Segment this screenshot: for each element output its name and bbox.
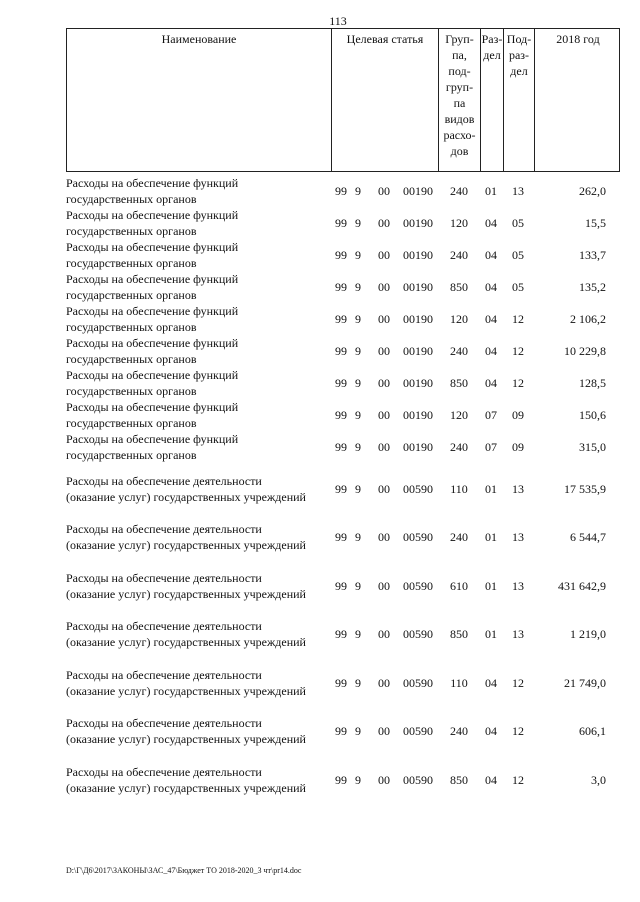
cell-section: 04 bbox=[485, 724, 497, 738]
header-line: под- bbox=[448, 64, 471, 78]
header-line: груп- bbox=[445, 80, 474, 94]
cell-subsection: 13 bbox=[512, 627, 524, 641]
cell-target-direction: 00190 bbox=[403, 280, 433, 294]
cell-amount: 2 106,2 bbox=[570, 312, 606, 326]
cell-target-program: 99 bbox=[335, 530, 347, 544]
cell-amount: 135,2 bbox=[579, 280, 606, 294]
row-name bbox=[66, 303, 334, 335]
cell-amount: 431 642,9 bbox=[558, 579, 606, 593]
cell-target-main-event: 00 bbox=[378, 408, 390, 422]
cell-expense-group: 850 bbox=[450, 773, 468, 787]
header-target-article: Целевая статья bbox=[332, 29, 439, 171]
row-name-line: Расходы на обеспечение функций bbox=[66, 208, 239, 222]
row-name-line: Расходы на обеспечение функций bbox=[66, 368, 239, 382]
row-name-line: Расходы на обеспечение деятельности bbox=[66, 571, 262, 585]
cell-section: 07 bbox=[485, 440, 497, 454]
cell-expense-group: 850 bbox=[450, 627, 468, 641]
row-name-line: государственных органов bbox=[66, 448, 197, 462]
row-name-line: (оказание услуг) государственных учреждений bbox=[66, 635, 306, 649]
row-name bbox=[66, 715, 334, 747]
cell-target-program: 99 bbox=[335, 579, 347, 593]
cell-subsection: 09 bbox=[512, 440, 524, 454]
cell-subsection: 12 bbox=[512, 312, 524, 326]
header-name: Наименование bbox=[67, 29, 332, 171]
row-name bbox=[66, 618, 334, 650]
cell-target-subprogram: 9 bbox=[355, 579, 361, 593]
cell-target-program: 99 bbox=[335, 773, 347, 787]
row-name-line: Расходы на обеспечение деятельности bbox=[66, 668, 262, 682]
cell-target-main-event: 00 bbox=[378, 376, 390, 390]
cell-target-main-event: 00 bbox=[378, 773, 390, 787]
cell-section: 04 bbox=[485, 773, 497, 787]
cell-amount: 315,0 bbox=[579, 440, 606, 454]
cell-target-program: 99 bbox=[335, 482, 347, 496]
cell-section: 04 bbox=[485, 312, 497, 326]
header-line: расхо- bbox=[443, 128, 476, 142]
cell-section: 04 bbox=[485, 676, 497, 690]
cell-target-main-event: 00 bbox=[378, 530, 390, 544]
cell-expense-group: 120 bbox=[450, 312, 468, 326]
row-name-line: Расходы на обеспечение деятельности bbox=[66, 716, 262, 730]
cell-target-program: 99 bbox=[335, 676, 347, 690]
page-number: 113 bbox=[329, 14, 347, 28]
row-name bbox=[66, 271, 334, 303]
cell-expense-group: 850 bbox=[450, 376, 468, 390]
cell-amount: 262,0 bbox=[579, 184, 606, 198]
cell-subsection: 09 bbox=[512, 408, 524, 422]
cell-target-subprogram: 9 bbox=[355, 344, 361, 358]
cell-section: 01 bbox=[485, 579, 497, 593]
cell-target-program: 99 bbox=[335, 440, 347, 454]
row-name bbox=[66, 667, 334, 699]
cell-subsection: 12 bbox=[512, 724, 524, 738]
row-name-line: Расходы на обеспечение функций bbox=[66, 304, 239, 318]
cell-section: 01 bbox=[485, 482, 497, 496]
cell-section: 01 bbox=[485, 627, 497, 641]
cell-subsection: 12 bbox=[512, 773, 524, 787]
cell-target-direction: 00590 bbox=[403, 676, 433, 690]
cell-target-subprogram: 9 bbox=[355, 216, 361, 230]
cell-target-program: 99 bbox=[335, 184, 347, 198]
cell-section: 04 bbox=[485, 344, 497, 358]
row-name-line: Расходы на обеспечение деятельности bbox=[66, 765, 262, 779]
cell-target-main-event: 00 bbox=[378, 248, 390, 262]
cell-target-direction: 00190 bbox=[403, 344, 433, 358]
header-year: 2018 год bbox=[556, 32, 600, 46]
cell-expense-group: 240 bbox=[450, 440, 468, 454]
row-name-line: государственных органов bbox=[66, 352, 197, 366]
cell-target-direction: 00590 bbox=[403, 724, 433, 738]
cell-target-program: 99 bbox=[335, 312, 347, 326]
cell-expense-group: 120 bbox=[450, 216, 468, 230]
row-name-line: государственных органов bbox=[66, 320, 197, 334]
row-name-line: Расходы на обеспечение функций bbox=[66, 432, 239, 446]
cell-section: 04 bbox=[485, 280, 497, 294]
cell-section: 04 bbox=[485, 216, 497, 230]
cell-expense-group: 240 bbox=[450, 248, 468, 262]
cell-target-program: 99 bbox=[335, 724, 347, 738]
row-name-line: Расходы на обеспечение функций bbox=[66, 400, 239, 414]
header-expense-group bbox=[439, 29, 481, 171]
cell-target-subprogram: 9 bbox=[355, 248, 361, 262]
cell-amount: 128,5 bbox=[579, 376, 606, 390]
cell-subsection: 05 bbox=[512, 248, 524, 262]
row-name-line: государственных органов bbox=[66, 192, 197, 206]
cell-target-direction: 00190 bbox=[403, 248, 433, 262]
row-name-line: (оказание услуг) государственных учреждений bbox=[66, 587, 306, 601]
cell-amount: 15,5 bbox=[585, 216, 606, 230]
cell-target-program: 99 bbox=[335, 627, 347, 641]
row-name bbox=[66, 473, 334, 505]
cell-target-subprogram: 9 bbox=[355, 773, 361, 787]
cell-target-subprogram: 9 bbox=[355, 482, 361, 496]
row-name-line: государственных органов bbox=[66, 224, 197, 238]
cell-target-subprogram: 9 bbox=[355, 627, 361, 641]
cell-amount: 21 749,0 bbox=[564, 676, 606, 690]
cell-subsection: 13 bbox=[512, 530, 524, 544]
cell-target-direction: 00590 bbox=[403, 627, 433, 641]
cell-expense-group: 240 bbox=[450, 530, 468, 544]
cell-target-main-event: 00 bbox=[378, 312, 390, 326]
cell-target-main-event: 00 bbox=[378, 579, 390, 593]
cell-target-direction: 00590 bbox=[403, 773, 433, 787]
row-name bbox=[66, 207, 334, 239]
row-name-line: (оказание услуг) государственных учреждений bbox=[66, 781, 306, 795]
row-name-line: государственных органов bbox=[66, 384, 197, 398]
row-name-line: (оказание услуг) государственных учреждений bbox=[66, 732, 306, 746]
cell-target-main-event: 00 bbox=[378, 440, 390, 454]
cell-expense-group: 240 bbox=[450, 184, 468, 198]
row-name bbox=[66, 764, 334, 796]
cell-target-main-event: 00 bbox=[378, 627, 390, 641]
row-name-line: Расходы на обеспечение деятельности bbox=[66, 474, 262, 488]
cell-amount: 6 544,7 bbox=[570, 530, 606, 544]
cell-expense-group: 850 bbox=[450, 280, 468, 294]
cell-target-direction: 00190 bbox=[403, 216, 433, 230]
cell-target-direction: 00590 bbox=[403, 530, 433, 544]
cell-amount: 17 535,9 bbox=[564, 482, 606, 496]
cell-amount: 1 219,0 bbox=[570, 627, 606, 641]
cell-target-subprogram: 9 bbox=[355, 280, 361, 294]
header-line: Груп- bbox=[445, 32, 474, 46]
header-section bbox=[481, 29, 504, 171]
cell-target-subprogram: 9 bbox=[355, 440, 361, 454]
row-name-line: Расходы на обеспечение функций bbox=[66, 272, 239, 286]
row-name bbox=[66, 175, 334, 207]
cell-target-subprogram: 9 bbox=[355, 676, 361, 690]
row-name-line: Расходы на обеспечение деятельности bbox=[66, 522, 262, 536]
cell-amount: 606,1 bbox=[579, 724, 606, 738]
cell-expense-group: 110 bbox=[450, 482, 468, 496]
header-line: Раз- bbox=[481, 32, 503, 46]
cell-target-main-event: 00 bbox=[378, 724, 390, 738]
cell-section: 04 bbox=[485, 376, 497, 390]
cell-target-main-event: 00 bbox=[378, 280, 390, 294]
cell-amount: 133,7 bbox=[579, 248, 606, 262]
cell-expense-group: 120 bbox=[450, 408, 468, 422]
cell-subsection: 05 bbox=[512, 280, 524, 294]
cell-target-program: 99 bbox=[335, 216, 347, 230]
row-name-line: государственных органов bbox=[66, 256, 197, 270]
row-name bbox=[66, 335, 334, 367]
cell-target-main-event: 00 bbox=[378, 482, 390, 496]
row-name bbox=[66, 570, 334, 602]
row-name bbox=[66, 399, 334, 431]
cell-subsection: 13 bbox=[512, 184, 524, 198]
header-line: па bbox=[453, 96, 466, 110]
cell-target-program: 99 bbox=[335, 280, 347, 294]
cell-subsection: 12 bbox=[512, 376, 524, 390]
row-name-line: государственных органов bbox=[66, 416, 197, 430]
row-name-line: (оказание услуг) государственных учреждений bbox=[66, 490, 306, 504]
cell-target-program: 99 bbox=[335, 376, 347, 390]
cell-section: 07 bbox=[485, 408, 497, 422]
cell-amount: 10 229,8 bbox=[564, 344, 606, 358]
row-name bbox=[66, 367, 334, 399]
row-name-line: Расходы на обеспечение функций bbox=[66, 336, 239, 350]
cell-subsection: 12 bbox=[512, 676, 524, 690]
cell-expense-group: 110 bbox=[450, 676, 468, 690]
footer-file-path: D:\Г\Д6\2017\ЗАКОНЫ\ЗАС_47\Бюджет ТО 2018-2020_3 чт\pr14.doc bbox=[66, 866, 302, 875]
cell-target-main-event: 00 bbox=[378, 216, 390, 230]
cell-target-direction: 00190 bbox=[403, 184, 433, 198]
cell-target-program: 99 bbox=[335, 248, 347, 262]
row-name-line: государственных органов bbox=[66, 288, 197, 302]
header-line: видов bbox=[444, 112, 475, 126]
cell-section: 04 bbox=[485, 248, 497, 262]
cell-target-program: 99 bbox=[335, 408, 347, 422]
cell-target-direction: 00590 bbox=[403, 579, 433, 593]
cell-target-direction: 00590 bbox=[403, 482, 433, 496]
cell-target-subprogram: 9 bbox=[355, 376, 361, 390]
cell-target-direction: 00190 bbox=[403, 312, 433, 326]
cell-target-direction: 00190 bbox=[403, 376, 433, 390]
cell-expense-group: 240 bbox=[450, 724, 468, 738]
cell-target-subprogram: 9 bbox=[355, 312, 361, 326]
row-name-line: Расходы на обеспечение функций bbox=[66, 240, 239, 254]
header-line: дов bbox=[450, 144, 469, 158]
cell-amount: 150,6 bbox=[579, 408, 606, 422]
cell-expense-group: 610 bbox=[450, 579, 468, 593]
cell-target-program: 99 bbox=[335, 344, 347, 358]
table-header bbox=[66, 28, 620, 172]
row-name bbox=[66, 431, 334, 463]
cell-target-main-event: 00 bbox=[378, 184, 390, 198]
cell-target-main-event: 00 bbox=[378, 344, 390, 358]
row-name-line: (оказание услуг) государственных учреждений bbox=[66, 538, 306, 552]
header-line: Под- bbox=[506, 32, 532, 46]
row-name-line: Расходы на обеспечение функций bbox=[66, 176, 239, 190]
cell-subsection: 13 bbox=[512, 579, 524, 593]
row-name bbox=[66, 521, 334, 553]
cell-target-direction: 00190 bbox=[403, 408, 433, 422]
row-name-line: (оказание услуг) государственных учреждений bbox=[66, 684, 306, 698]
header-line: дел bbox=[483, 48, 501, 62]
header-line: дел bbox=[510, 64, 528, 78]
cell-expense-group: 240 bbox=[450, 344, 468, 358]
row-name-line: Расходы на обеспечение деятельности bbox=[66, 619, 262, 633]
cell-target-direction: 00190 bbox=[403, 440, 433, 454]
cell-target-subprogram: 9 bbox=[355, 530, 361, 544]
header-line: па, bbox=[452, 48, 467, 62]
header-subsection bbox=[504, 29, 535, 171]
row-name bbox=[66, 239, 334, 271]
cell-subsection: 13 bbox=[512, 482, 524, 496]
header-line: раз- bbox=[508, 48, 530, 62]
cell-target-subprogram: 9 bbox=[355, 408, 361, 422]
cell-subsection: 12 bbox=[512, 344, 524, 358]
cell-target-subprogram: 9 bbox=[355, 724, 361, 738]
cell-target-subprogram: 9 bbox=[355, 184, 361, 198]
cell-amount: 3,0 bbox=[591, 773, 606, 787]
cell-subsection: 05 bbox=[512, 216, 524, 230]
cell-section: 01 bbox=[485, 530, 497, 544]
cell-target-main-event: 00 bbox=[378, 676, 390, 690]
cell-section: 01 bbox=[485, 184, 497, 198]
